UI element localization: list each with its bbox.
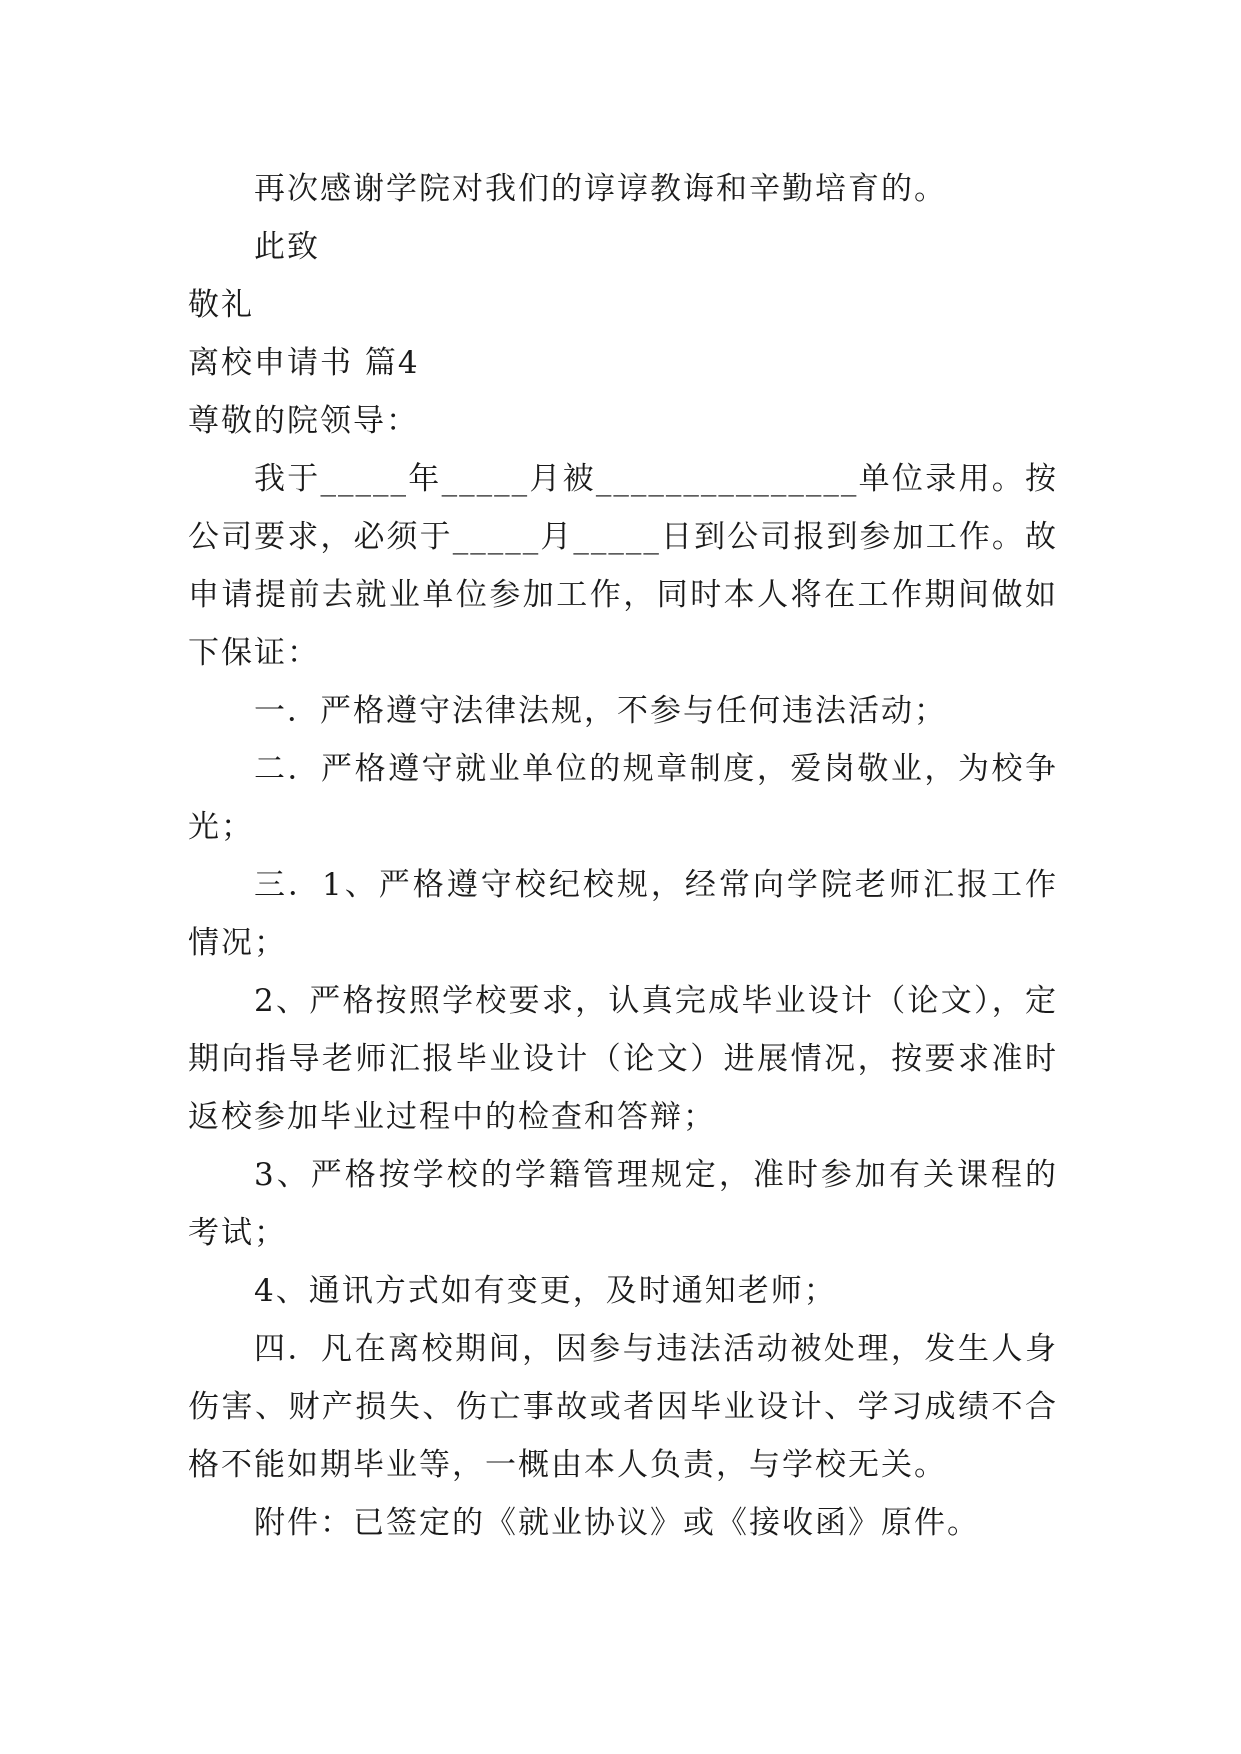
guarantee-item-1: 一．严格遵守法律法规，不参与任何违法活动； bbox=[254, 693, 947, 729]
closing-jingli: 敬礼 bbox=[188, 287, 254, 323]
guarantee-item-4: 四．凡在离校期间，因参与违法活动被处理，发生人身伤害、财产损失、伤亡事故或者因毕业设计、学习成绩不合格不能如期毕业等，一概由本人负责，与学校无关。 bbox=[188, 1331, 1058, 1483]
closing-thanks: 再次感谢学院对我们的谆谆教诲和辛勤培育的。 bbox=[254, 171, 947, 207]
guarantee-item-3-4: 4、通讯方式如有变更，及时通知老师； bbox=[254, 1273, 837, 1309]
section-title: 离校申请书 篇4 bbox=[188, 345, 420, 381]
guarantee-item-3-3: 3、严格按学校的学籍管理规定，准时参加有关课程的考试； bbox=[188, 1157, 1058, 1251]
paragraph-intro: 我于_____年_____月被_______________单位录用。按公司要求，必须于_____月_____日到公司报到参加工作。故申请提前去就业单位参加工作，同时本人将在工作期间做如下保证： bbox=[188, 461, 1058, 671]
guarantee-item-2: 二．严格遵守就业单位的规章制度，爱岗敬业，为校争光； bbox=[188, 751, 1058, 845]
guarantee-item-3-2: 2、严格按照学校要求，认真完成毕业设计（论文），定期向指导老师汇报毕业设计（论文）进展情况，按要求准时返校参加毕业过程中的检查和答辩； bbox=[188, 983, 1058, 1135]
salutation: 尊敬的院领导： bbox=[188, 403, 419, 439]
attachment-note: 附件：已签定的《就业协议》或《接收函》原件。 bbox=[254, 1505, 980, 1541]
closing-cizhi: 此致 bbox=[254, 229, 320, 265]
guarantee-item-3-1: 三．1、严格遵守校纪校规，经常向学院老师汇报工作情况； bbox=[188, 867, 1058, 961]
